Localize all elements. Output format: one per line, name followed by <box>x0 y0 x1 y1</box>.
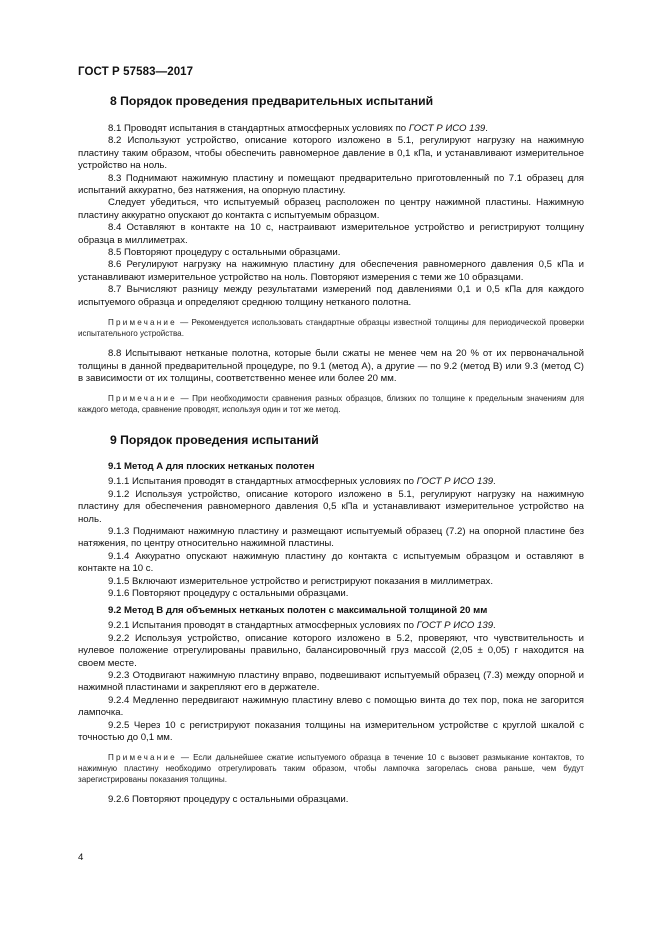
paragraph-9-2-5: 9.2.5 Через 10 с регистрируют показания толщины на измерительном устройстве с круглой шкалой с точностью до 0,1 мм. <box>78 719 584 744</box>
paragraph-8-7: 8.7 Вычисляют разницу между результатами измерений под давлениями 0,1 и 0,5 кПа для каждого испытуемого образца и определяют среднюю толщину нетканого полотна. <box>78 284 584 308</box>
page-content <box>78 94 584 807</box>
subsection-9-2-title: 9.2 Метод В для объемных нетканых полотен с максимальной толщиной 20 мм <box>108 605 488 617</box>
note-2: Примечание — При необходимости сравнения разных образцов, близких по толщине к предельным значениям для каждого метода, сравнение проводят, используя один и тот же метод. <box>78 394 584 415</box>
note-label: Примечание <box>108 394 177 404</box>
paragraph-8-3: 8.3 Поднимают нажимную пластину и помещают предварительно приготовленный по 7.1 образец для испытаний аккуратно, без натяжения, на опорную пластину. <box>78 172 584 197</box>
note-label: Примечание <box>108 753 177 763</box>
paragraph-8-6: 8.6 Регулируют нагрузку на нажимную пластину для обеспечения равномерного давления 0,5 кПа и устанавливают измерительное устройство на ноль. Повторяют измерения с теми же 10 образцами. <box>78 259 584 283</box>
paragraph-8-2: 8.2 Используют устройство, описание которого изложено в 5.1, регулируют нагрузку на нажимную пластину таким образом, чтобы обеспечить равномерное давление в 0,1 кПа, и устанавливают измерительное устройство на ноль. <box>78 135 584 172</box>
note-1: Примечание — Рекомендуется использовать стандартные образцы известной толщины для периодической проверки испытательного устройства. <box>78 318 584 339</box>
paragraph-9-2-4: 9.2.4 Медленно передвигают нажимную пластину влево с помощью винта до тех пор, пока не загорится лампочка. <box>78 694 584 719</box>
paragraph-8-3-continued: Следует убедиться, что испытуемый образец расположен по центру нажимной пластины. Нажимную пластину аккуратно опускают до контакта с испытуемым образцом. <box>78 197 584 221</box>
paragraph-9-1-3: 9.1.3 Поднимают нажимную пластину и размещают испытуемый образец (7.2) на опорной пластине без натяжения, по центру относительно нажимной пластины. <box>78 525 584 550</box>
paragraph-9-1-1: 9.1.1 Испытания проводят в стандартных атмосферных условиях по ГОСТ Р ИСО 139. <box>108 476 496 488</box>
section-8-title: 8 Порядок проведения предварительных испытаний <box>110 94 434 108</box>
paragraph-8-5: 8.5 Повторяют процедуру с остальными образцами. <box>108 247 341 259</box>
paragraph-9-1-5: 9.1.5 Включают измерительное устройство и регистрируют показания в миллиметрах. <box>108 575 494 587</box>
paragraph-9-2-6: 9.2.6 Повторяют процедуру с остальными образцами. <box>108 794 349 806</box>
paragraph-8-8: 8.8 Испытывают нетканые полотна, которые были сжаты не менее чем на 20 % от их первоначальной толщины в данной предварительной процедуре, по 9.1 (метод А), а другие — по 9.2 (метод В) или 9.3 (метод С) в зависимости от их толщины, соответственно менее или более 20 мм. <box>78 348 584 384</box>
note-3: Примечание — Если дальнейшее сжатие испытуемого образца в течение 10 с вызовет размыкание контактов, то нажимную пластину необходимо отрегулировать таким образом, чтобы лампочка загорелась снова раньше, чем будут зарегистрированы показания толщины. <box>78 753 584 785</box>
doc-reference: ГОСТ Р ИСО 139 <box>416 476 494 488</box>
paragraph-8-1: 8.1 Проводят испытания в стандартных атмосферных условиях по ГОСТ Р ИСО 139. <box>108 123 488 134</box>
page-header: ГОСТ Р 57583—2017 <box>78 66 194 78</box>
page-number: 4 <box>78 852 84 863</box>
doc-reference: ГОСТ Р ИСО 139 <box>408 123 486 134</box>
section-9-title: 9 Порядок проведения испытаний <box>110 433 319 448</box>
subsection-9-1-title: 9.1 Метод А для плоских нетканых полотен <box>108 461 315 473</box>
paragraph-9-2-1: 9.2.1 Испытания проводят в стандартных атмосферных условиях по ГОСТ Р ИСО 139. <box>108 620 496 632</box>
note-label: Примечание <box>108 318 177 328</box>
paragraph-9-1-6: 9.1.6 Повторяют процедуру с остальными образцами. <box>108 587 349 599</box>
doc-reference: ГОСТ Р ИСО 139 <box>416 620 494 632</box>
paragraph-9-1-2: 9.1.2 Используя устройство, описание которого изложено в 5.1, регулируют нагрузку на нажимную пластину для обеспечения равномерного давления 0,5 кПа и устанавливают измерительное устройство на ноль. <box>78 488 584 525</box>
paragraph-8-4: 8.4 Оставляют в контакте на 10 с, настраивают измерительное устройство и регистрируют толщину образца в миллиметрах. <box>78 222 584 246</box>
paragraph-9-1-4: 9.1.4 Аккуратно опускают нажимную пластину до контакта с испытуемым образцом и оставляют в контакте на 10 с. <box>78 550 584 575</box>
paragraph-9-2-2: 9.2.2 Используя устройство, описание которого изложено в 5.2, проверяют, что чувствительность и нулевое положение отрегулированы правильно, балансировочный груз массой (2,05 ± 0,05) г находится на своем месте. <box>78 632 584 669</box>
paragraph-9-2-3: 9.2.3 Отодвигают нажимную пластину вправо, подвешивают испытуемый образец (7.3) между опорной и нажимной пластинами и закрепляют его в держателе. <box>78 670 584 694</box>
